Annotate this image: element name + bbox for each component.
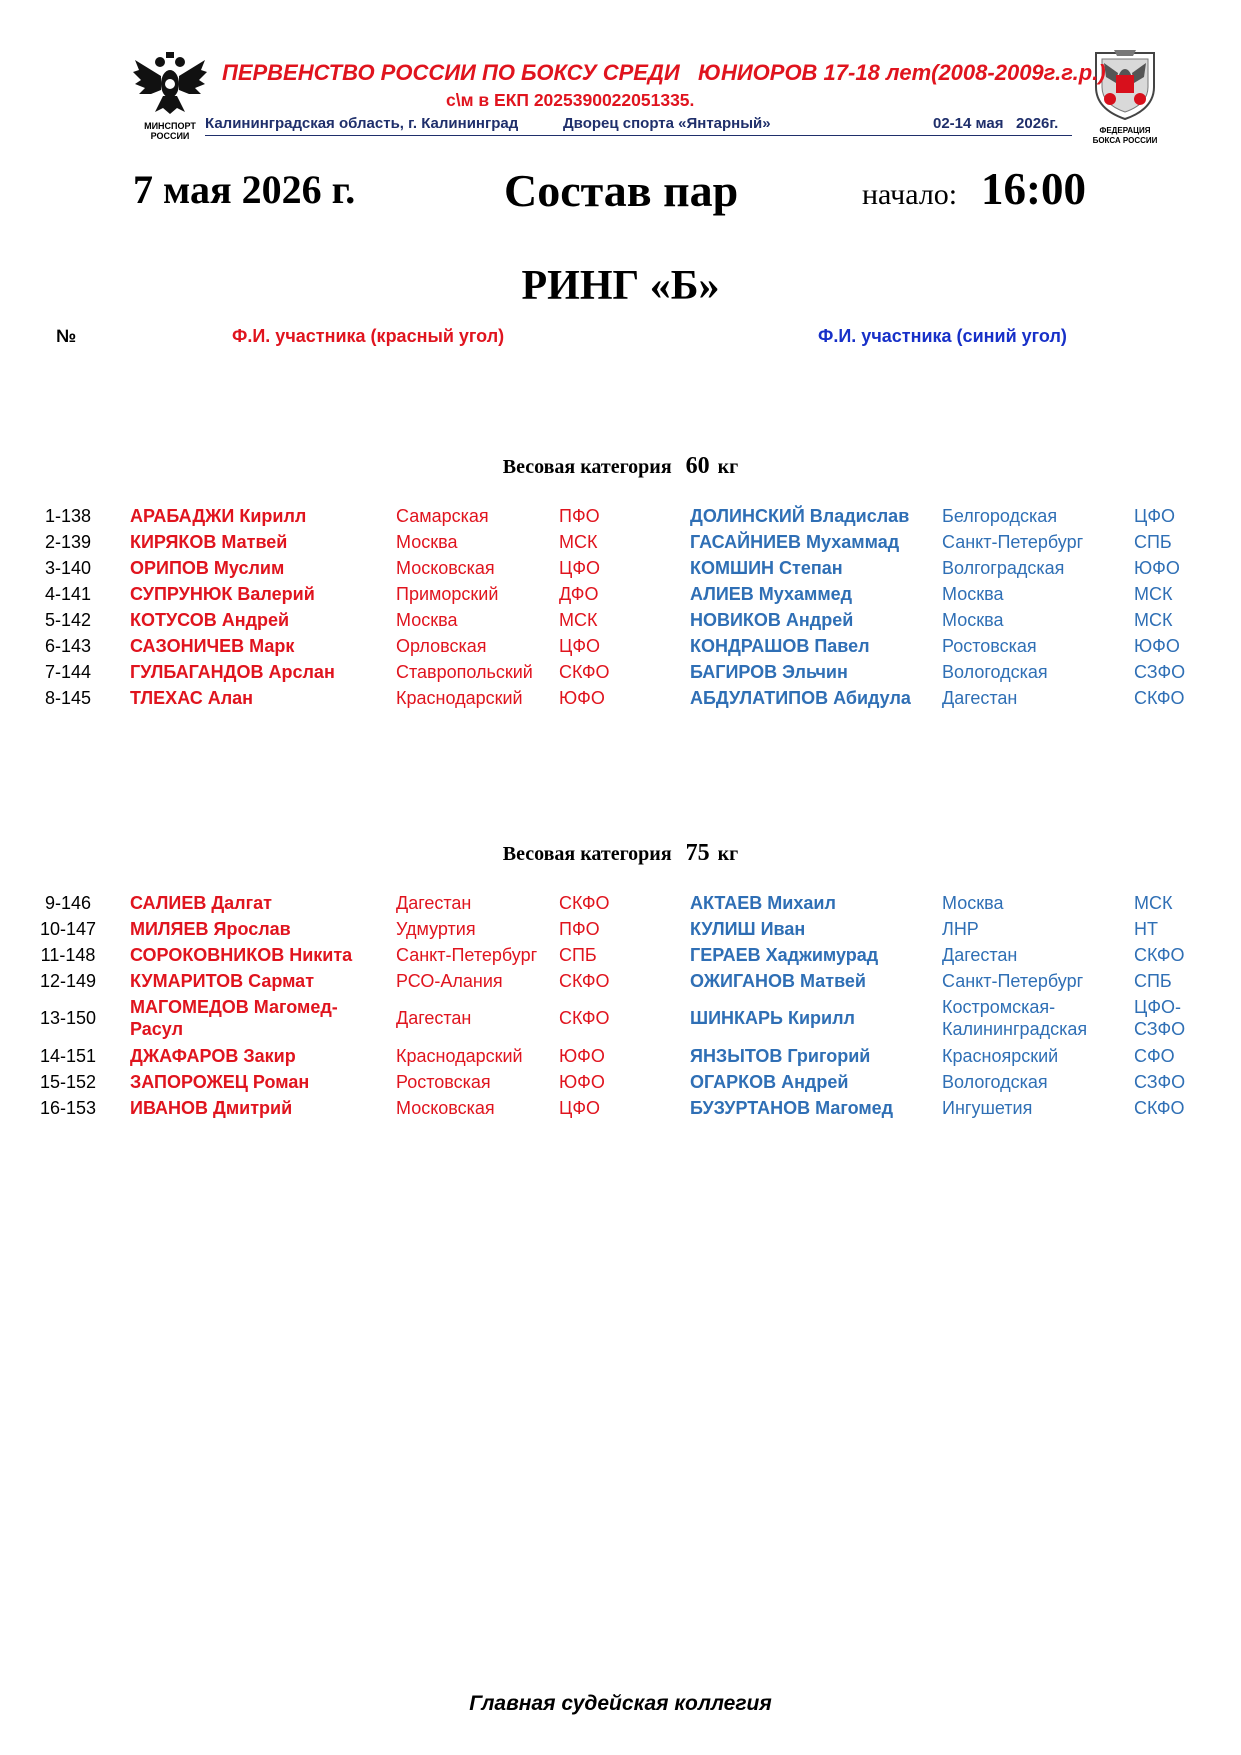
red-corner-name: ГУЛБАГАНДОВ Арслан <box>130 662 335 682</box>
red-corner-name: ДЖАФАРОВ Закир <box>130 1046 296 1066</box>
red-corner-region: Дагестан <box>396 893 472 913</box>
red-corner-region: Краснодарский <box>396 1046 523 1066</box>
bout-number: 16-153 <box>39 1098 97 1118</box>
red-corner-name: АРАБАДЖИ Кирилл <box>130 506 307 526</box>
weight-category-heading <box>0 840 1241 867</box>
column-header-number: № <box>56 326 77 346</box>
bout-number: 15-152 <box>39 1072 97 1092</box>
location-line <box>205 115 1072 136</box>
blue-corner-region: Ростовская <box>942 636 1037 656</box>
red-corner-name: КУМАРИТОВ Сармат <box>130 971 315 991</box>
blue-corner-name: ШИНКАРЬ Кирилл <box>690 1008 855 1028</box>
red-corner-name: ТЛЕХАС Алан <box>130 688 254 708</box>
red-corner-name: ЗАПОРОЖЕЦ Роман <box>130 1072 310 1092</box>
red-corner-district: ЮФО <box>559 1046 605 1066</box>
blue-corner-region: Санкт-Петербург <box>942 971 1084 991</box>
blue-corner-region: Костромская-Калининградская <box>942 997 1088 1039</box>
column-header-blue-corner: Ф.И. участника (синий угол) <box>818 326 1067 346</box>
blue-corner-district: СКФО <box>1134 688 1185 708</box>
bout-number: 12-149 <box>39 971 97 991</box>
blue-corner-region: Москва <box>942 893 1004 913</box>
red-corner-name: КОТУСОВ Андрей <box>130 610 290 630</box>
bout-row <box>0 685 1241 711</box>
blue-corner-name: БУЗУРТАНОВ Магомед <box>690 1098 894 1118</box>
blue-corner-district: ЦФО-СЗФО <box>1134 997 1186 1039</box>
blue-corner-name: НОВИКОВ Андрей <box>690 610 854 630</box>
blue-corner-name: ГАСАЙНИЕВ Мухаммад <box>690 532 900 552</box>
bout-row <box>0 890 1241 916</box>
red-corner-region: Самарская <box>396 506 489 526</box>
red-corner-district: СКФО <box>559 662 610 682</box>
blue-corner-region: Москва <box>942 584 1004 604</box>
red-corner-district: ЦФО <box>559 636 601 656</box>
blue-corner-region: Белгородская <box>942 506 1058 526</box>
weight-category-label: Весовая категория <box>502 843 672 865</box>
bout-number: 4-141 <box>44 584 92 604</box>
red-corner-name: СУПРУНЮК Валерий <box>130 584 315 604</box>
blue-corner-name: ЯНЗЫТОВ Григорий <box>690 1046 871 1066</box>
red-corner-region: Санкт-Петербург <box>396 945 538 965</box>
red-corner-district: МСК <box>559 532 598 552</box>
red-corner-district: МСК <box>559 610 598 630</box>
red-corner-district: ПФО <box>559 506 600 526</box>
bout-row <box>0 916 1241 942</box>
bout-number: 11-148 <box>40 945 96 965</box>
blue-corner-district: СПБ <box>1134 971 1172 991</box>
start-label: начало: <box>862 178 958 211</box>
day-date: 7 мая 2026 г. <box>133 167 356 212</box>
weight-category-unit: кг <box>717 843 739 865</box>
footer-signature: Главная судейская коллегия <box>469 1692 772 1715</box>
red-corner-region: Московская <box>396 558 495 578</box>
red-corner-district: СКФО <box>559 971 610 991</box>
red-corner-district: ДФО <box>559 584 599 604</box>
bout-row <box>0 994 1241 1042</box>
blue-corner-name: ГЕРАЕВ Хаджимурад <box>690 945 879 965</box>
bout-number: 9-146 <box>44 893 92 913</box>
blue-corner-district: СЗФО <box>1134 1072 1186 1092</box>
minsport-logo <box>133 50 207 144</box>
blue-corner-name: ОГАРКОВ Андрей <box>690 1072 849 1092</box>
bout-row <box>0 555 1241 581</box>
blue-corner-name: БАГИРОВ Эльчин <box>690 662 848 682</box>
red-corner-district: ПФО <box>559 919 600 939</box>
red-corner-region: Краснодарский <box>396 688 523 708</box>
blue-corner-name: ОЖИГАНОВ Матвей <box>690 971 866 991</box>
bout-row <box>0 503 1241 529</box>
championship-title: ПЕРВЕНСТВО РОССИИ ПО БОКСУ СРЕДИ ЮНИОРОВ 17-18 лет(2008-2009г.г.р.) <box>222 60 1106 85</box>
ekp-number: с\м в ЕКП 2025390022051335. <box>446 90 695 110</box>
red-corner-region: Орловская <box>396 636 487 656</box>
weight-category-heading <box>0 453 1241 480</box>
red-corner-district: ЮФО <box>559 688 605 708</box>
start-time: 16:00 <box>981 164 1086 214</box>
federation-caption: ФЕДЕРАЦИЯ БОКСА РОССИИ <box>1092 126 1158 145</box>
bout-row <box>0 942 1241 968</box>
red-corner-region: Приморский <box>396 584 499 604</box>
blue-corner-name: ДОЛИНСКИЙ Владислав <box>690 506 910 526</box>
blue-corner-region: ЛНР <box>942 919 979 939</box>
red-corner-district: СКФО <box>559 1008 610 1028</box>
bout-number: 1-138 <box>44 506 92 526</box>
bout-number: 8-145 <box>44 688 92 708</box>
weight-category-value: 75 <box>685 840 710 866</box>
event-dates: 02-14 мая 2026г. <box>933 115 1059 132</box>
blue-corner-region: Вологодская <box>942 662 1048 682</box>
bout-number: 2-139 <box>44 532 92 552</box>
bout-row <box>0 529 1241 555</box>
blue-corner-region: Вологодская <box>942 1072 1048 1092</box>
red-corner-region: Удмуртия <box>396 919 476 939</box>
location: Калининградская область, г. Калининград <box>205 115 519 132</box>
page-title: Состав пар <box>504 165 739 216</box>
blue-corner-district: СПБ <box>1134 532 1172 552</box>
blue-corner-name: АЛИЕВ Мухаммед <box>690 584 853 604</box>
blue-corner-district: ЮФО <box>1134 636 1180 656</box>
blue-corner-region: Дагестан <box>942 688 1018 708</box>
weight-category-label: Весовая категория <box>502 456 672 478</box>
red-corner-name: КИРЯКОВ Матвей <box>130 532 288 552</box>
blue-corner-district: ЮФО <box>1134 558 1180 578</box>
minsport-caption: МИНСПОРТ РОССИИ <box>144 121 196 141</box>
bout-number: 10-147 <box>39 919 97 939</box>
blue-corner-district: МСК <box>1134 584 1173 604</box>
bout-row <box>0 581 1241 607</box>
blue-corner-region: Дагестан <box>942 945 1018 965</box>
red-corner-name: СОРОКОВНИКОВ Никита <box>130 945 353 965</box>
red-corner-region: Ставропольский <box>396 662 533 682</box>
blue-corner-name: АБДУЛАТИПОВ Абидула <box>690 688 911 708</box>
column-header-red-corner: Ф.И. участника (красный угол) <box>232 326 505 346</box>
blue-corner-district: НТ <box>1134 919 1158 939</box>
bout-number: 13-150 <box>39 1008 97 1028</box>
blue-corner-region: Волгоградская <box>942 558 1065 578</box>
red-corner-region: РСО-Алания <box>396 971 503 991</box>
red-corner-district: ЦФО <box>559 1098 601 1118</box>
red-corner-region: Москва <box>396 610 458 630</box>
weight-category-value: 60 <box>685 453 710 479</box>
red-corner-district: ЦФО <box>559 558 601 578</box>
blue-corner-region: Москва <box>942 610 1004 630</box>
red-corner-name: САЛИЕВ Далгат <box>130 893 272 913</box>
double-headed-eagle-icon <box>133 50 207 116</box>
bout-row <box>0 607 1241 633</box>
bout-number: 6-143 <box>44 636 92 656</box>
red-corner-name: САЗОНИЧЕВ Марк <box>130 636 295 656</box>
bout-row <box>0 1069 1241 1095</box>
bout-row <box>0 1095 1241 1121</box>
red-corner-name: ОРИПОВ Муслим <box>130 558 285 578</box>
red-corner-region: Москва <box>396 532 458 552</box>
blue-corner-district: СКФО <box>1134 1098 1185 1118</box>
venue: Дворец спорта «Янтарный» <box>563 115 771 132</box>
blue-corner-district: ЦФО <box>1134 506 1176 526</box>
ring-title: РИНГ «Б» <box>521 263 720 309</box>
bout-row <box>0 968 1241 994</box>
red-corner-name: МИЛЯЕВ Ярослав <box>130 919 291 939</box>
red-corner-region: Московская <box>396 1098 495 1118</box>
red-corner-district: ЮФО <box>559 1072 605 1092</box>
red-corner-district: СКФО <box>559 893 610 913</box>
blue-corner-region: Санкт-Петербург <box>942 532 1084 552</box>
blue-corner-region: Красноярский <box>942 1046 1059 1066</box>
bout-number: 7-144 <box>44 662 92 682</box>
bout-row <box>0 659 1241 685</box>
bout-number: 5-142 <box>44 610 92 630</box>
bout-row <box>0 633 1241 659</box>
blue-corner-name: КОМШИН Степан <box>690 558 843 578</box>
blue-corner-district: СФО <box>1134 1046 1175 1066</box>
red-corner-region: Ростовская <box>396 1072 491 1092</box>
blue-corner-name: КУЛИШ Иван <box>690 919 806 939</box>
blue-corner-region: Ингушетия <box>942 1098 1033 1118</box>
red-corner-region: Дагестан <box>396 1008 472 1028</box>
red-corner-name: ИВАНОВ Дмитрий <box>130 1098 293 1118</box>
bout-number: 14-151 <box>39 1046 97 1066</box>
blue-corner-district: МСК <box>1134 893 1173 913</box>
red-corner-district: СПБ <box>559 945 597 965</box>
bout-number: 3-140 <box>44 558 92 578</box>
weight-category-unit: кг <box>717 456 739 478</box>
blue-corner-district: СКФО <box>1134 945 1185 965</box>
blue-corner-name: КОНДРАШОВ Павел <box>690 636 870 656</box>
blue-corner-name: АКТАЕВ Михаил <box>690 893 836 913</box>
red-corner-name: МАГОМЕДОВ Магомед-Расул <box>130 997 338 1039</box>
blue-corner-district: СЗФО <box>1134 662 1186 682</box>
blue-corner-district: МСК <box>1134 610 1173 630</box>
bout-row <box>0 1043 1241 1069</box>
